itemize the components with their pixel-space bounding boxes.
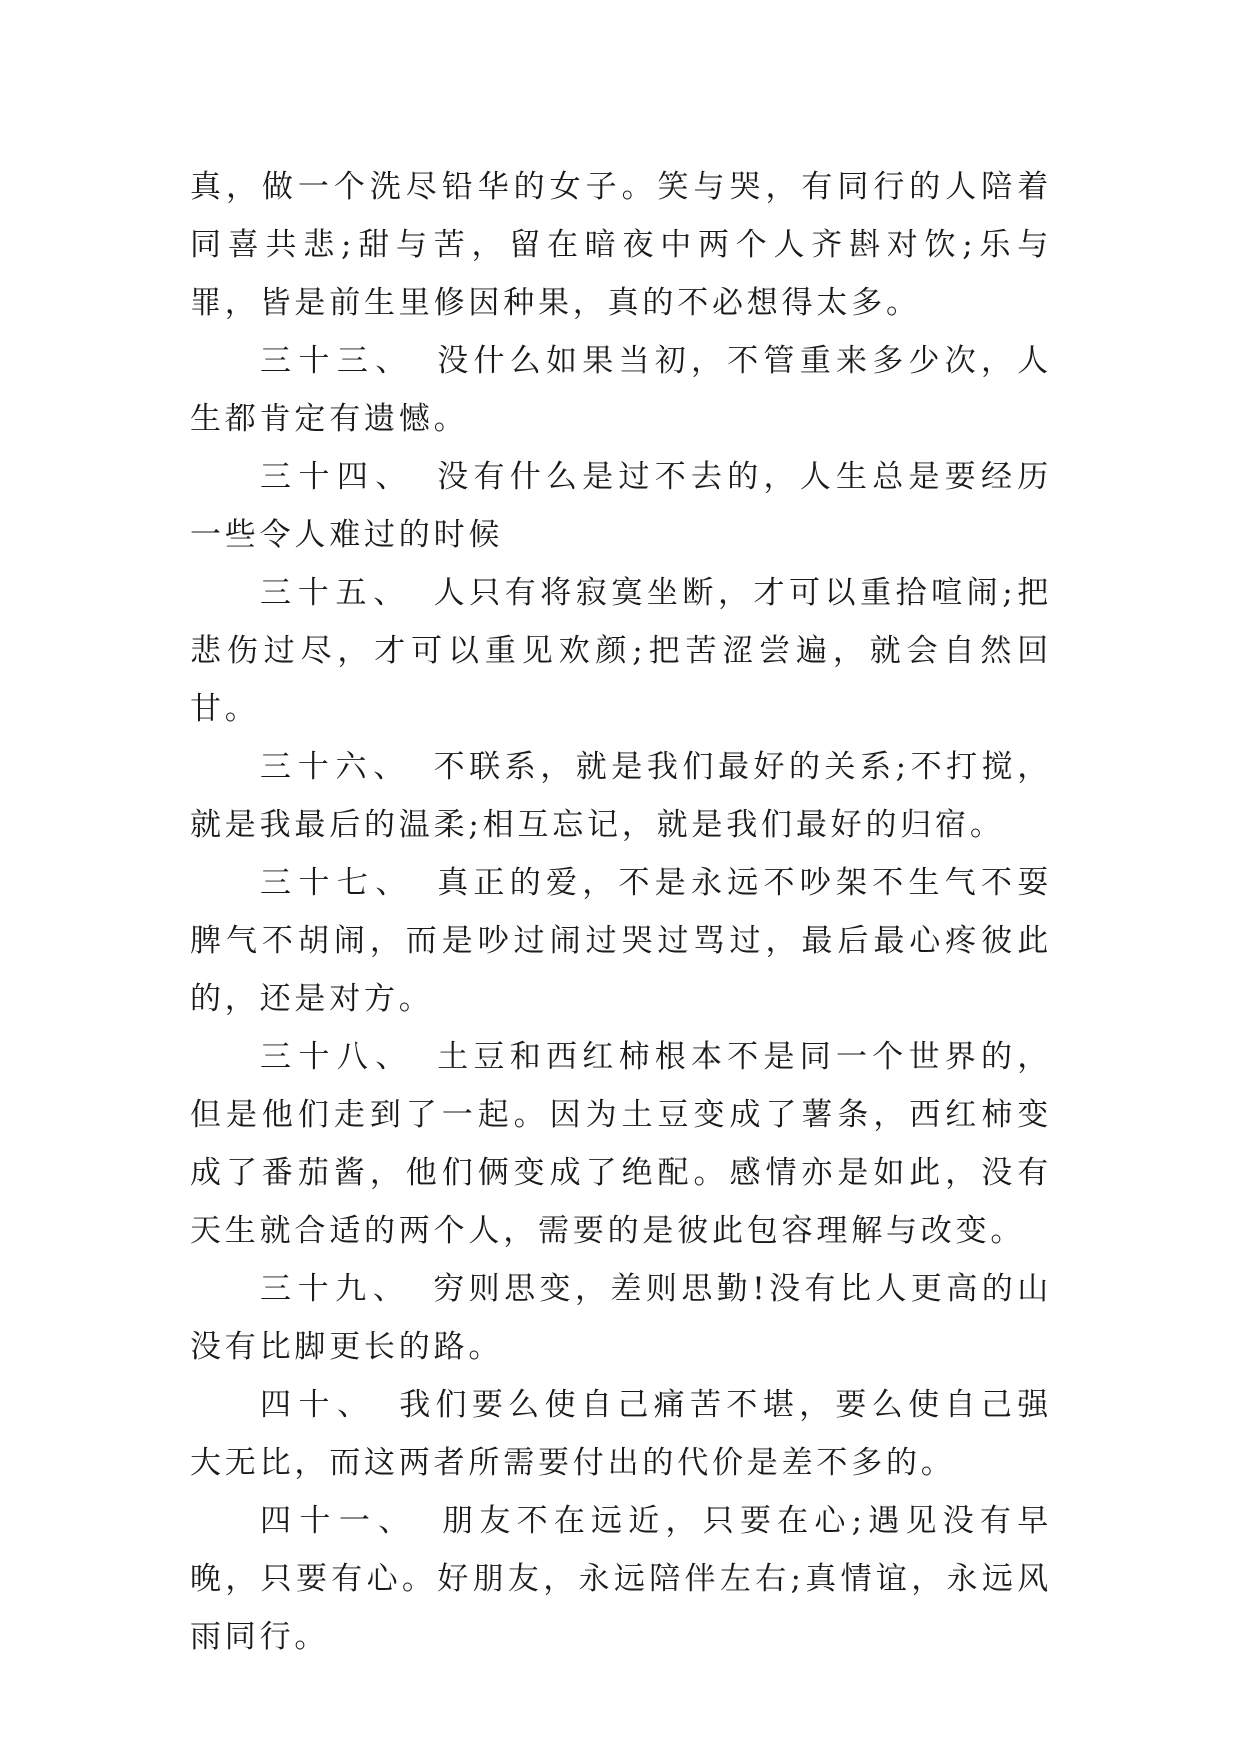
- paragraph-39: [190, 1260, 1052, 1376]
- paragraph-text: 真正的爱，不是永远不吵架不生气不耍脾气不胡闹，而是吵过闹过哭过骂过，最后最心疼彼此的，还是对方。: [190, 865, 1052, 1017]
- paragraph-number: 三十八、: [260, 1039, 414, 1075]
- paragraph-text: 不联系，就是我们最好的关系;不打搅，就是我最后的温柔;相互忘记，就是我们最好的归宿。: [190, 749, 1052, 843]
- paragraph-40: [190, 1376, 1052, 1492]
- paragraph-36: [190, 738, 1052, 854]
- paragraph-41: [190, 1492, 1052, 1666]
- paragraph-number: 四十、: [260, 1387, 376, 1423]
- paragraph-number: 三十四、: [260, 459, 414, 495]
- paragraph-number: 三十九、: [260, 1271, 411, 1307]
- paragraph-number: 三十七、: [260, 865, 414, 901]
- paragraph-text: 没什么如果当初，不管重来多少次，人生都肯定有遗憾。: [190, 343, 1052, 437]
- paragraph-text: 我们要么使自己痛苦不堪，要么使自己强大无比，而这两者所需要付出的代价是差不多的。: [190, 1387, 1052, 1481]
- paragraph-38: [190, 1028, 1052, 1260]
- paragraph-number: 三十六、: [260, 749, 411, 785]
- paragraph-35: [190, 564, 1052, 738]
- paragraph-text: 土豆和西红柿根本不是同一个世界的，但是他们走到了一起。因为土豆变成了薯条，西红柿变成了番茄酱，他们俩变成了绝配。感情亦是如此，没有天生就合适的两个人，需要的是彼此包容理解与改变。: [190, 1039, 1052, 1249]
- document-body: [190, 158, 1052, 1666]
- paragraph-number: 三十五、: [260, 575, 411, 611]
- paragraph-number: 四十一、: [260, 1503, 418, 1539]
- paragraph-text: 朋友不在远近，只要在心;遇见没有早晚，只要有心。好朋友，永远陪伴左右;真情谊，永远风雨同行。: [190, 1503, 1053, 1655]
- paragraph-text: 穷则思变，差则思勤!没有比人更高的山没有比脚更长的路。: [190, 1271, 1053, 1365]
- paragraph-34: [190, 448, 1052, 564]
- paragraph-33: [190, 332, 1052, 448]
- paragraph-text: 真，做一个洗尽铅华的女子。笑与哭，有同行的人陪着同喜共悲;甜与苦，留在暗夜中两个人齐斟对饮;乐与罪，皆是前生里修因种果，真的不必想得太多。: [190, 169, 1052, 321]
- paragraph-number: 三十三、: [260, 343, 414, 379]
- paragraph-37: [190, 854, 1052, 1028]
- paragraph-continuation: [190, 158, 1052, 332]
- paragraph-text: 没有什么是过不去的，人生总是要经历一些令人难过的时候: [190, 459, 1052, 553]
- paragraph-text: 人只有将寂寞坐断，才可以重拾喧闹;把悲伤过尽，才可以重见欢颜;把苦涩尝遍，就会自然回甘。: [190, 575, 1052, 727]
